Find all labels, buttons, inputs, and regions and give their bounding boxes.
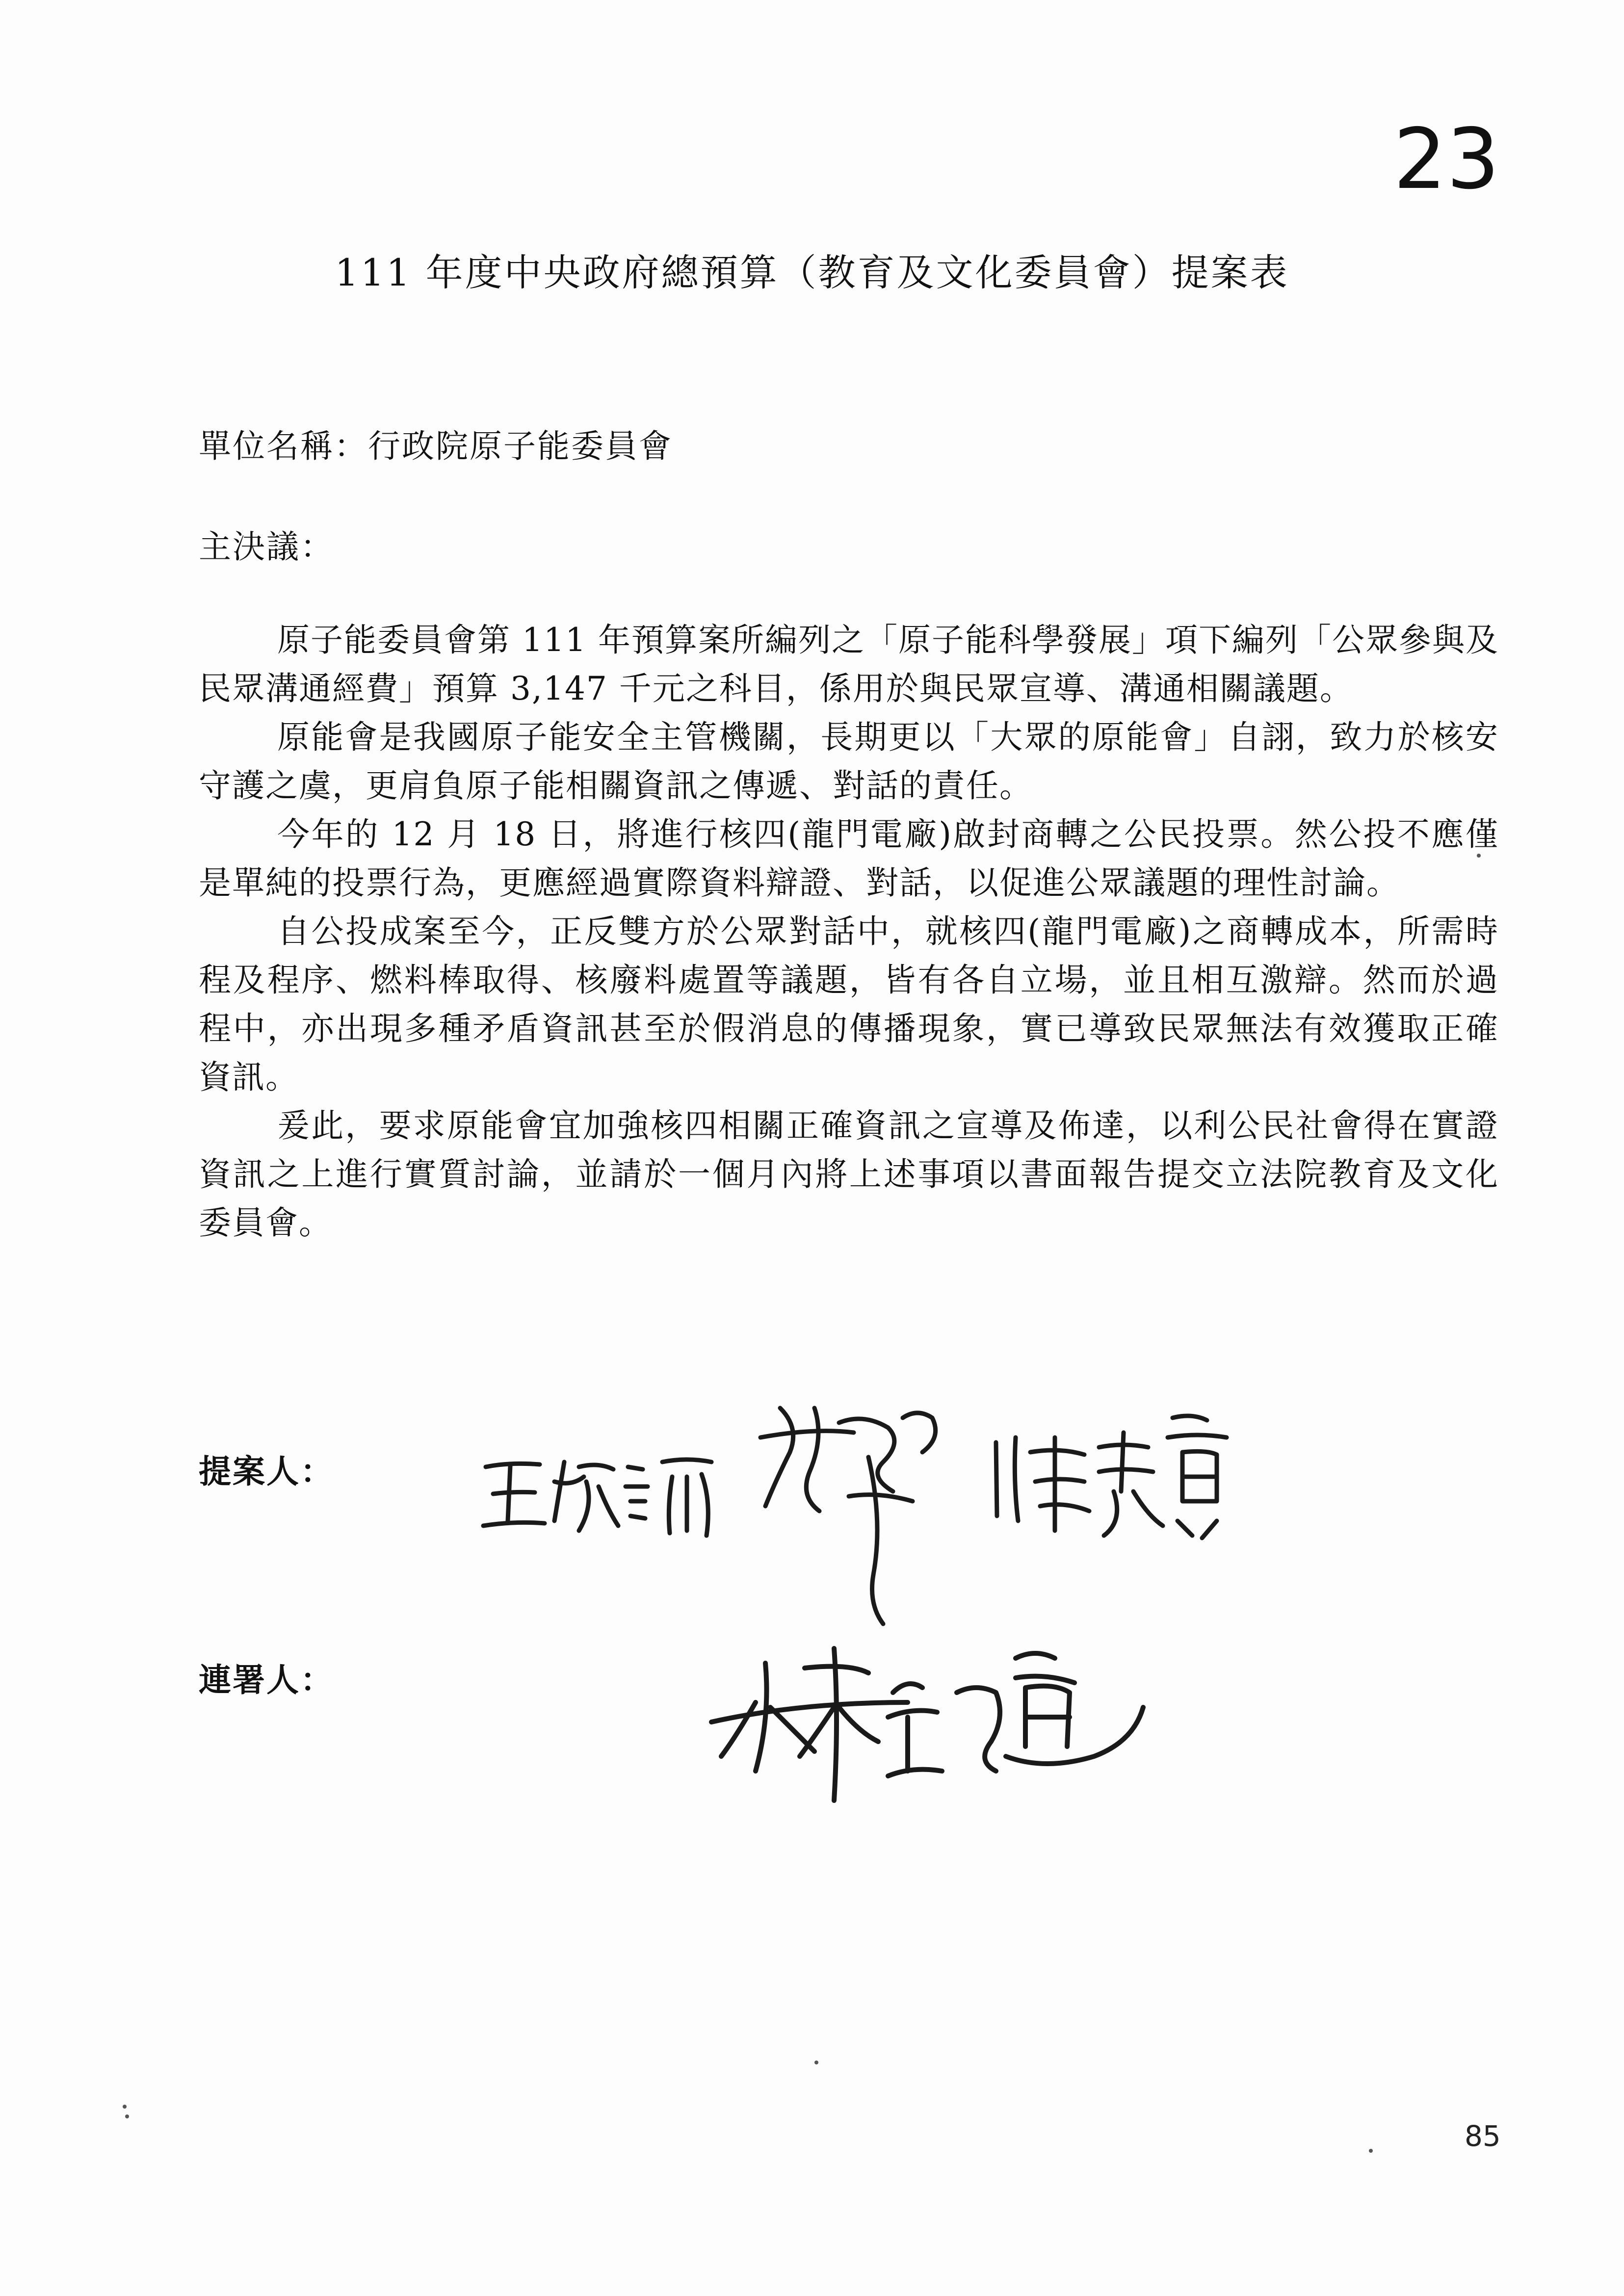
page-number: 85: [1465, 2119, 1501, 2153]
proposer-signature-2: [756, 1398, 962, 1629]
paragraph: 爰此，要求原能會宜加強核四相關正確資訊之宣導及佈達，以利公民社會得在實證資訊之上進行實質討論，並請於一個月內將上述事項以書面報告提交立法院教育及文化委員會。: [199, 1107, 1499, 1242]
cosigner-label: 連署人：: [199, 1661, 334, 1699]
paragraph: 自公投成案至今，正反雙方於公眾對話中，就核四(龍門電廠)之商轉成本，所需時程及程序、燃料棒取得、核廢料處置等議題，皆有各自立場，並且相互激辯。然而於過程中，亦出現多種矛盾資訊甚至於假消息的傳播現象，實已導致民眾無法有效獲取正確資訊。: [199, 913, 1499, 1096]
cosigner-signature: [702, 1609, 1163, 1815]
proposer-signature-1: [481, 1447, 726, 1545]
scan-speck: [814, 2061, 818, 2064]
resolution-label: 主決議：: [199, 528, 334, 566]
document-number: 23: [1393, 111, 1500, 208]
document-title: 111 年度中央政府總預算（教育及文化委員會）提案表: [335, 251, 1289, 294]
proposer-signature-3: [986, 1408, 1241, 1545]
paragraph: 原能會是我國原子能安全主管機關，長期更以「大眾的原能會」自詡，致力於核安守護之虞，更肩負原子能相關資訊之傳遞、對話的責任。: [199, 718, 1499, 805]
unit-line: 單位名稱：行政院原子能委員會: [199, 427, 673, 465]
paragraph: 今年的 12 月 18 日，將進行核四(龍門電廠)啟封商轉之公民投票。然公投不應僅是單純的投票行為，更應經過實際資料辯證、對話，以促進公眾議題的理性討論。: [199, 815, 1499, 902]
scan-speck: [1477, 854, 1481, 858]
scan-speck: [123, 2105, 127, 2109]
resolution-body: [199, 616, 1499, 1247]
scan-speck: [125, 2114, 129, 2118]
paragraph: 原子能委員會第 111 年預算案所編列之「原子能科學發展」項下編列「公眾參與及民眾溝通經費」預算 3,147 千元之科目，係用於與民眾宣導、溝通相關議題。: [199, 621, 1499, 707]
scan-speck: [1369, 2149, 1373, 2153]
proposer-label: 提案人：: [199, 1452, 334, 1490]
